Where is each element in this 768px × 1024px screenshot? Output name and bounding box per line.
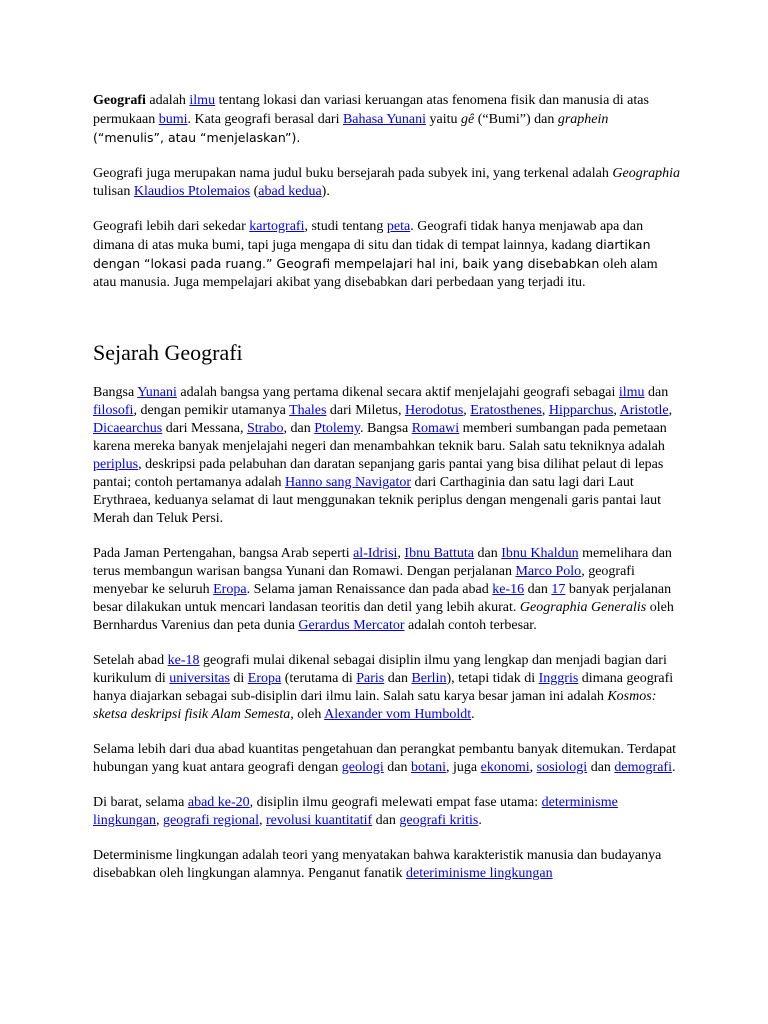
link-revolusi-kuantitatif[interactable]: revolusi kuantitatif — [266, 813, 373, 828]
link-botani[interactable]: botani — [411, 760, 447, 775]
text: , deskripsi pada pelabuhan dan daratan sepanjang garis pantai yang bisa dilihat pelaut di lepas pantai; contoh pertamanya adalah — [93, 457, 664, 490]
text: banyak perjalanan besar dilakukan untuk mencari landasan teoritis dan detil yang lebih akurat. — [93, 582, 672, 615]
text: . Geografi tidak hanya menjawab apa dan dimana di atas muka bumi, tapi juga mengapa di situ dan tidak di tempat lainnya, kadang — [93, 219, 644, 253]
link-ilmu[interactable]: ilmu — [189, 93, 216, 108]
link-al-idrisi[interactable]: al-Idrisi — [353, 546, 398, 561]
link-geografi-regional[interactable]: geografi regional — [163, 813, 260, 828]
link-hipparchus[interactable]: Hipparchus — [548, 403, 614, 418]
text: , — [541, 403, 549, 418]
history-paragraph-6 — [93, 847, 681, 883]
link-ilmu[interactable]: ilmu — [618, 385, 645, 400]
link-klaudios-ptolemaios[interactable]: Klaudios Ptolemaios — [133, 184, 251, 199]
text: dan — [474, 546, 502, 561]
history-paragraph-4 — [93, 741, 681, 777]
term-geographia: Geographia — [612, 166, 681, 181]
text: Bangsa — [93, 385, 138, 400]
text: dari Messana, — [162, 421, 247, 436]
text: Di barat, selama — [93, 795, 188, 810]
text: memelihara dan terus membangun warisan bangsa Yunani dan Romawi. Dengan perjalanan — [93, 546, 672, 579]
link-dicaearchus[interactable]: Dicaearchus — [93, 421, 163, 436]
link-demografi[interactable]: demografi — [614, 760, 672, 775]
intro-paragraph-2 — [93, 165, 681, 201]
link-17[interactable]: 17 — [551, 582, 566, 597]
link-kartografi[interactable]: kartografi — [249, 219, 305, 234]
text: Geografi juga merupakan nama judul buku bersejarah pada subyek ini, yang terkenal adalah — [93, 166, 613, 181]
text: . Kata geografi berasal dari — [187, 112, 343, 127]
text: , geografi menyebar ke seluruh — [93, 564, 635, 597]
link-thales[interactable]: Thales — [289, 403, 327, 418]
section-heading: Sejarah Geografi — [93, 340, 243, 365]
link-paris[interactable]: Paris — [356, 671, 385, 686]
term-kosmos: Kosmos: sketsa deskripsi fisik Alam Semesta — [93, 689, 657, 722]
link-herodotus[interactable]: Herodotus — [404, 403, 464, 418]
link-ibnu-battuta[interactable]: Ibnu Battuta — [404, 546, 475, 561]
term-graphein: graphein — [557, 112, 609, 127]
text: (“Bumi”) dan — [474, 112, 558, 127]
text: , juga — [446, 760, 481, 775]
text: tulisan — [93, 184, 134, 199]
text: dan — [372, 813, 400, 828]
text: . Selama jaman Renaissance dan pada abad — [246, 582, 493, 597]
link-sosiologi[interactable]: sosiologi — [536, 760, 588, 775]
history-paragraph-3 — [93, 652, 681, 724]
text: . — [471, 707, 475, 722]
link-bumi[interactable]: bumi — [158, 112, 188, 127]
link-alexander-vom-humboldt[interactable]: Alexander vom Humboldt — [324, 707, 472, 722]
history-paragraph-1 — [93, 384, 681, 528]
text: Determinisme lingkungan adalah teori yang menyatakan bahwa karakteristik manusia dan budayanya disebabkan oleh lingkungan alamnya. Penganut fanatik — [93, 848, 662, 881]
text: dari Carthaginia dan satu lagi dari Laut Erythraea, keduanya selamat di laut menggunakan teknik periplus dengan mengenali garis pantai laut Merah dan Teluk Persi. — [93, 475, 661, 526]
link-ekonomi[interactable]: ekonomi — [480, 760, 530, 775]
text: , dan — [283, 421, 315, 436]
text: dari Miletus, — [326, 403, 405, 418]
link-peta[interactable]: peta — [386, 219, 411, 234]
text: , dengan pemikir utamanya — [133, 403, 290, 418]
text: . Bangsa — [360, 421, 412, 436]
text: , studi tentang — [304, 219, 387, 234]
text: , — [529, 760, 537, 775]
term-geographia-generalis: Geographia Generalis — [519, 600, 647, 615]
link-ptolemy[interactable]: Ptolemy — [314, 421, 360, 436]
link-marco-polo[interactable]: Marco Polo — [515, 564, 582, 579]
link-gerardus-mercator[interactable]: Gerardus Mercator — [298, 618, 405, 633]
link-eratosthenes[interactable]: Eratosthenes — [470, 403, 542, 418]
link-eropa[interactable]: Eropa — [213, 582, 247, 597]
link-filosofi[interactable]: filosofi — [93, 403, 134, 418]
link-yunani[interactable]: Yunani — [137, 385, 177, 400]
text: di — [229, 671, 248, 686]
link-abad-kedua[interactable]: abad kedua — [258, 184, 322, 199]
text: , — [259, 813, 267, 828]
term-geografi: Geografi — [93, 93, 146, 108]
text: oleh alam atau manusia. Juga mempelajari akibat yang disebabkan dari perbedaan yang terjadi itu. — [93, 257, 658, 290]
text: dan — [587, 760, 615, 775]
text: Setelah abad — [93, 653, 168, 668]
link-bahasa-yunani[interactable]: Bahasa Yunani — [342, 112, 427, 127]
link-romawi[interactable]: Romawi — [411, 421, 460, 436]
text: yaitu — [426, 112, 462, 127]
text: Pada Jaman Pertengahan, bangsa Arab seperti — [93, 546, 354, 561]
text: dan — [524, 582, 552, 597]
link-hanno-sang-navigator[interactable]: Hanno sang Navigator — [285, 475, 411, 490]
text: dan — [384, 671, 412, 686]
text: geografi mulai dikenal sebagai disiplin ilmu yang lengkap dan menjadi bagian dari kurikulum di — [93, 653, 667, 686]
text: adalah — [145, 93, 190, 108]
text: (“menulis”, atau “menjelaskan”). — [93, 130, 301, 145]
intro-paragraph-3 — [93, 218, 681, 292]
text: Geografi lebih dari sekedar — [93, 219, 250, 234]
text: adalah contoh terbesar. — [404, 618, 537, 633]
text: . — [478, 813, 482, 828]
text: dan — [383, 760, 412, 775]
history-paragraph-5 — [93, 794, 681, 830]
text: , — [668, 403, 673, 418]
link-ibnu-khaldun[interactable]: Ibnu Khaldun — [501, 546, 579, 561]
link-abad-ke-20[interactable]: abad ke-20 — [187, 795, 250, 810]
link-universitas[interactable]: universitas — [169, 671, 230, 686]
text: , — [463, 403, 471, 418]
term-ge: gê — [461, 112, 475, 127]
link-strabo[interactable]: Strabo — [246, 421, 284, 436]
text: , — [613, 403, 620, 418]
text: adalah bangsa yang pertama dikenal secara aktif menjelajahi geografi sebagai — [176, 385, 619, 400]
link-aristotle[interactable]: Aristotle — [619, 403, 669, 418]
text: ( — [250, 184, 259, 199]
link-deteriminisme-lingkungan[interactable]: deteriminisme lingkungan — [405, 866, 553, 881]
text: ). — [321, 184, 330, 199]
text: dimana geografi hanya diajarkan sebagai sub-disiplin dari ilmu lain. Salah satu karya besar jaman ini adalah — [93, 671, 674, 704]
intro-paragraph-1 — [93, 92, 681, 148]
text: . — [671, 760, 676, 775]
link-berlin[interactable]: Berlin — [411, 671, 447, 686]
text: Selama lebih dari dua abad kuantitas pengetahuan dan perangkat pembantu banyak ditemukan. Terdapat hubungan yang kuat antara geografi dengan — [93, 742, 677, 775]
text: , disiplin ilmu geografi melewati empat fase utama: — [249, 795, 542, 810]
text: (terutama di — [281, 671, 357, 686]
link-inggris[interactable]: Inggris — [538, 671, 579, 686]
text: diartikan dengan “lokasi pada ruang.” Geografi mempelajari hal ini, baik yang disebabkan — [93, 237, 651, 271]
link-determinisme-lingkungan[interactable]: determinisme lingkungan — [93, 795, 618, 828]
link-geologi[interactable]: geologi — [341, 760, 384, 775]
text: tentang lokasi dan variasi keruangan atas fenomena fisik dan manusia di atas permukaan — [93, 93, 649, 127]
link-geografi-kritis[interactable]: geografi kritis — [399, 813, 479, 828]
link-ke-16[interactable]: ke-16 — [492, 582, 525, 597]
link-periplus[interactable]: periplus — [93, 457, 139, 472]
link-eropa[interactable]: Eropa — [247, 671, 282, 686]
text: , — [397, 546, 405, 561]
text: oleh Bernhardus Varenius dan peta dunia — [93, 600, 674, 633]
text: dan — [644, 385, 669, 400]
text: memberi sumbangan pada pemetaan karena mereka banyak menjelajahi negeri dan menambahkan teknik baru. Salah satu tekniknya adalah — [93, 421, 667, 454]
text: ), tetapi tidak di — [446, 671, 539, 686]
text: , oleh — [290, 707, 325, 722]
link-ke-18[interactable]: ke-18 — [167, 653, 200, 668]
text: , — [156, 813, 163, 828]
history-paragraph-2 — [93, 545, 681, 635]
article-body — [93, 92, 681, 883]
